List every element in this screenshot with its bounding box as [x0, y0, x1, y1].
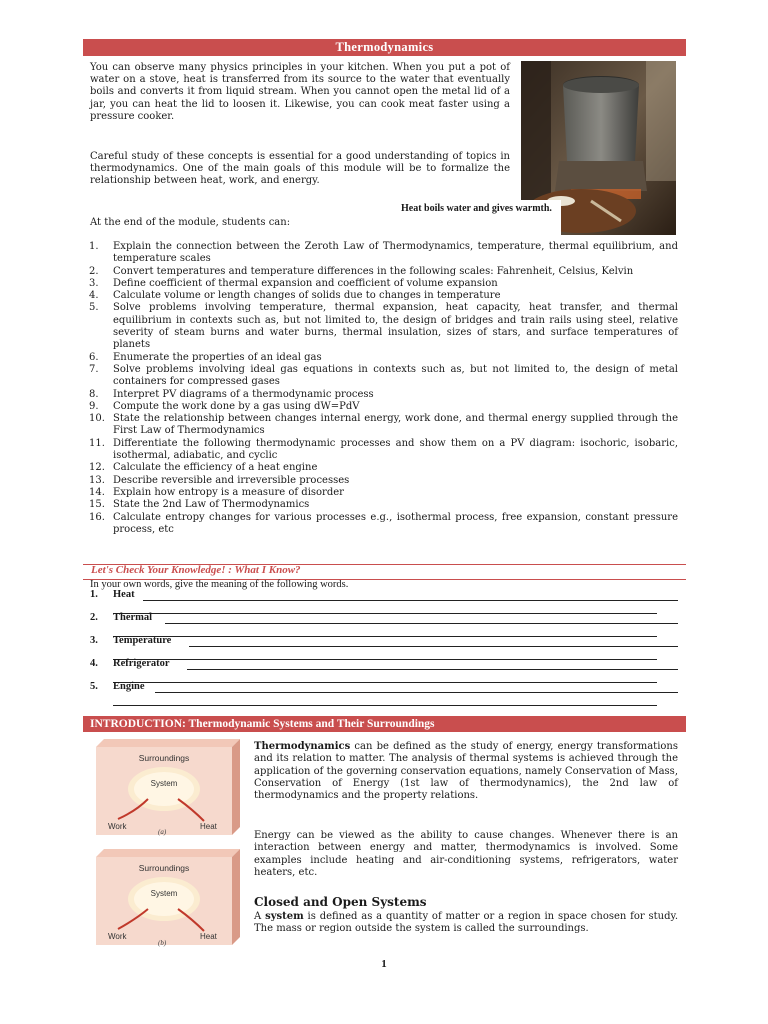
answer-line[interactable] — [155, 692, 678, 693]
objective-item — [89, 401, 678, 413]
objective-text: Solve problems involving temperature, thermal expansion, heat capacity, heat transfer, and thermal equilibrium in contexts such as, but not limited to, the design of bridges and train rails using steel, relative severity of steam burns and water burns, thermal insulation, sizes of stars, and surface temperatures of planets — [113, 302, 678, 351]
objective-text: Enumerate the properties of an ideal gas — [113, 351, 322, 363]
thermodynamics-definition-text: can be defined as the study of energy, energy transformations and its relation to matter. The analysis of thermal systems is achieved through the application of the governing conservation equations, namely Conservation of Mass, Conservation of Energy (1st law of thermodynamics), the 2nd law of thermodynamics and the property relations. — [254, 741, 678, 802]
intro-paragraph-objectives-lead: At the end of the module, students can: — [90, 217, 291, 228]
objective-number: 14. — [89, 486, 105, 498]
objective-item — [89, 364, 678, 389]
objective-number: 13. — [89, 474, 105, 486]
fig-a-system-label: System — [150, 779, 178, 788]
objective-number: 1. — [89, 241, 99, 252]
photo-caption: Heat boils water and gives warmth. — [396, 200, 561, 236]
knowledge-word-term: Heat — [113, 589, 135, 600]
objective-number: 10. — [89, 413, 105, 425]
objective-number: 9. — [89, 400, 99, 412]
objective-text: Explain how entropy is a measure of disorder — [113, 486, 344, 498]
fig-b-work-label: Work — [108, 932, 127, 941]
objective-item — [89, 475, 678, 487]
objective-number: 16. — [89, 511, 105, 523]
answer-line[interactable] — [187, 669, 678, 670]
objective-item — [89, 462, 678, 474]
objective-number: 6. — [89, 351, 99, 363]
knowledge-word-number: 4. — [90, 658, 98, 669]
answer-line[interactable] — [113, 659, 657, 660]
page-number: 1 — [381, 958, 387, 970]
objective-item — [89, 241, 678, 266]
objective-number: 2. — [89, 265, 99, 277]
system-definition — [254, 911, 678, 936]
fig-a-caption: (a) — [158, 828, 167, 836]
objective-text: State the 2nd Law of Thermodynamics — [113, 499, 310, 511]
fig-a-heat-label: Heat — [200, 822, 217, 831]
objective-text: Convert temperatures and temperature differences in the following scales: Fahrenheit, Celsius, Kelvin — [113, 265, 634, 277]
system-definition-text: is defined as a quantity of matter or a region in space chosen for study. The mass or region outside the system is called the surroundings. — [254, 911, 678, 935]
knowledge-word-number: 2. — [90, 612, 98, 623]
knowledge-word-term: Temperature — [113, 635, 172, 646]
page-title: Thermodynamics — [335, 40, 434, 54]
intro-paragraph-goals: Careful study of these concepts is essential for a good understanding of topics in thermodynamics. One of the main goals of this module will be to formalize the relationship between heat, work, and energy. — [90, 151, 510, 187]
objective-item — [89, 302, 678, 351]
objective-number: 11. — [89, 437, 105, 449]
fig-b-surroundings-label: Surroundings — [138, 863, 190, 873]
objective-text: Compute the work done by a gas using dW=PdV — [113, 400, 360, 412]
answer-line[interactable] — [113, 682, 657, 683]
knowledge-word-number: 1. — [90, 589, 98, 600]
objective-item — [89, 352, 678, 364]
objective-text: Explain the connection between the Zeroth Law of Thermodynamics, temperature, thermal equilibrium, and temperature scales — [113, 241, 678, 265]
knowledge-check-heading-bar — [83, 564, 686, 580]
introduction-heading: INTRODUCTION: Thermodynamic Systems and Their Surroundings — [90, 718, 435, 730]
objective-item — [89, 512, 678, 537]
system-definition-pre: A — [254, 911, 266, 922]
objective-number: 7. — [89, 363, 99, 375]
objective-number: 4. — [89, 290, 99, 302]
objective-number: 8. — [89, 388, 99, 400]
knowledge-check-heading: Let's Check Your Knowledge! : What I Know? — [91, 564, 301, 576]
knowledge-instruction: In your own words, give the meaning of the following words. — [90, 579, 349, 590]
objective-text: Calculate volume or length changes of solids due to changes in temperature — [113, 290, 501, 302]
objective-item — [89, 413, 678, 438]
system-surroundings-figure-a — [96, 739, 240, 835]
thermodynamics-term: Thermodynamics — [254, 741, 351, 752]
knowledge-word-term: Thermal — [113, 612, 153, 623]
objective-text: Differentiate the following thermodynamic processes and show them on a PV diagram: isochoric, isobaric, isothermal, adiabatic, and cyclic — [113, 437, 678, 462]
fig-b-heat-label: Heat — [200, 932, 217, 941]
objective-item — [89, 278, 678, 290]
objective-item — [89, 487, 678, 499]
fig-b-system-label: System — [150, 889, 178, 898]
objectives-list — [89, 241, 678, 536]
objective-number: 5. — [89, 302, 99, 314]
fig-a-work-label: Work — [108, 822, 127, 831]
objective-text: State the relationship between changes internal energy, work done, and thermal energy supplied through the First Law of Thermodynamics — [113, 413, 678, 437]
objective-item — [89, 389, 678, 401]
objective-number: 15. — [89, 499, 105, 511]
answer-line[interactable] — [165, 623, 678, 624]
objective-item — [89, 266, 678, 278]
system-term: system — [265, 911, 304, 922]
system-surroundings-figure-b — [96, 849, 240, 945]
objective-item — [89, 499, 678, 511]
objective-text: Describe reversible and irreversible processes — [113, 474, 350, 486]
knowledge-word-number: 5. — [90, 681, 98, 692]
answer-line[interactable] — [113, 636, 657, 637]
objective-number: 12. — [89, 462, 105, 474]
energy-paragraph: Energy can be viewed as the ability to cause changes. Whenever there is an interaction between energy and matter, thermodynamics is involved. Some examples include heating and air-conditioning systems, refrigerators, water heaters, etc. — [254, 830, 678, 878]
fig-a-surroundings-label: Surroundings — [138, 753, 190, 763]
objective-item — [89, 290, 678, 302]
objective-text: Solve problems involving ideal gas equations in contexts such as, but not limited to, the design of metal containers for compressed gases — [113, 363, 678, 388]
page-title-bar — [83, 39, 686, 56]
thermodynamics-definition — [254, 741, 678, 802]
answer-line[interactable] — [143, 600, 678, 601]
objective-item — [89, 438, 678, 463]
objective-text: Calculate the efficiency of a heat engine — [113, 462, 318, 474]
answer-line[interactable] — [189, 646, 678, 647]
fig-b-caption: (b) — [158, 939, 167, 947]
intro-paragraph-kitchen: You can observe many physics principles in your kitchen. When you put a pot of water on a stove, heat is transferred from its source to the water that eventually boils and converts it from liquid stream. When you cannot open the metal lid of a jar, you can heat the lid to loosen it. Likewise, you can cook meat faster using a pressure cooker. — [90, 62, 510, 122]
objective-text: Define coefficient of thermal expansion and coefficient of volume expansion — [113, 277, 498, 289]
knowledge-word-term: Refrigerator — [113, 658, 170, 669]
objective-number: 3. — [89, 277, 99, 289]
introduction-heading-bar — [83, 716, 686, 732]
knowledge-word-number: 3. — [90, 635, 98, 646]
closed-open-systems-heading: Closed and Open Systems — [254, 895, 427, 909]
objective-text: Calculate entropy changes for various processes e.g., isothermal process, free expansion, constant pressure process, etc — [113, 511, 678, 535]
objective-text: Interpret PV diagrams of a thermodynamic process — [113, 388, 374, 400]
knowledge-word-term: Engine — [113, 681, 145, 692]
answer-line[interactable] — [113, 613, 657, 614]
answer-line[interactable] — [113, 705, 657, 706]
